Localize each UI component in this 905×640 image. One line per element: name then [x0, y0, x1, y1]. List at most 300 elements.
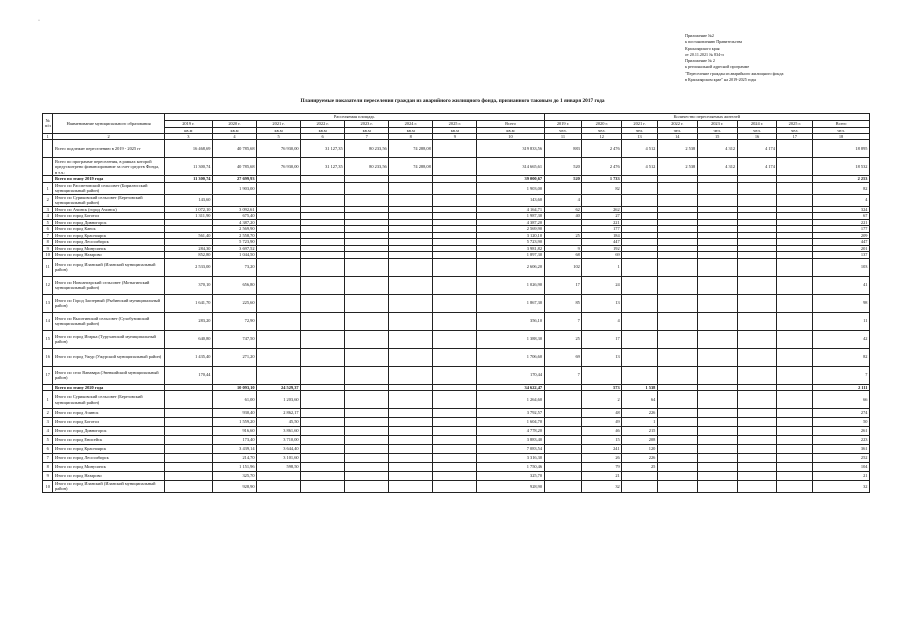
unit-area: кв.м [257, 127, 301, 133]
municipality-name: Итого по город Боготол [53, 213, 164, 220]
people-cell [657, 391, 697, 409]
people-cell [657, 182, 697, 194]
people-cell: 1 [622, 418, 658, 427]
area-cell: 31 127,35 [301, 140, 345, 158]
people-cell [622, 366, 658, 384]
people-cell: 102 [544, 258, 582, 276]
people-cell: 48 [582, 409, 622, 418]
unit-area: кв.м [212, 127, 256, 133]
municipality-name: Итого по Суриковский сельсовет (Березовский муниципальный район) [53, 391, 164, 409]
people-cell: 98 [813, 294, 870, 312]
people-cell: 13 [582, 348, 622, 366]
people-cell: 4 [813, 194, 870, 206]
table-row [43, 463, 870, 472]
area-cell: 1 044,50 [212, 252, 256, 259]
annex-line: Приложение №2 [685, 33, 714, 38]
municipality-name: Итого по город Ачинск [53, 409, 164, 418]
area-cell: 1 151,96 [212, 463, 256, 472]
people-cell: 201 [813, 245, 870, 252]
people-cell [657, 276, 697, 294]
area-cell: 916,60 [212, 427, 256, 436]
people-cell: 46 [582, 427, 622, 436]
area-cell: 4 387,20 [212, 219, 256, 226]
area-cell: 225,60 [212, 294, 256, 312]
area-cell: 73,20 [212, 258, 256, 276]
annex-line: Красноярского края [685, 45, 720, 51]
area-cell [257, 366, 301, 384]
row-number: 10 [43, 481, 53, 493]
column-number: 12 [582, 133, 622, 140]
people-cell: 4 174 [737, 158, 777, 176]
table-row [43, 427, 870, 436]
people-cell [697, 330, 737, 348]
header-year: 2025 г. [777, 121, 813, 128]
area-cell: 930,40 [212, 409, 256, 418]
unit-people: чел. [657, 127, 697, 133]
people-cell: 573 [582, 384, 622, 391]
area-cell [164, 182, 212, 194]
area-cell [433, 463, 477, 472]
header-area-group: Расселяемая площадь [164, 114, 544, 121]
people-cell: 223 [813, 436, 870, 445]
people-cell: 69 [544, 348, 582, 366]
municipality-name: Итого по город Лесосибирск [53, 239, 164, 246]
area-cell: 1 604,70 [477, 418, 544, 427]
table-row [43, 391, 870, 409]
table-row [43, 445, 870, 454]
people-cell [777, 182, 813, 194]
table-body [43, 140, 870, 492]
unit-area: кв.м [389, 127, 433, 133]
area-cell: 4 387,20 [477, 219, 544, 226]
area-cell [301, 276, 345, 294]
people-cell [544, 472, 582, 481]
people-cell [737, 445, 777, 454]
people-cell: 68 [544, 252, 582, 259]
row-number: 2 [43, 409, 53, 418]
area-cell [389, 463, 433, 472]
area-cell: 31 127,35 [301, 158, 345, 176]
area-cell: 143,60 [164, 194, 212, 206]
unit-people: чел. [737, 127, 777, 133]
area-cell [345, 436, 389, 445]
resettlement-table [42, 113, 870, 493]
area-cell: 11 300,74 [164, 158, 212, 176]
area-cell [389, 427, 433, 436]
area-cell [433, 140, 477, 158]
column-number: 13 [622, 133, 658, 140]
unit-area: кв.м [345, 127, 389, 133]
municipality-name: Итого по город Минусинск [53, 245, 164, 252]
area-cell: 3 792,57 [477, 409, 544, 418]
area-cell [164, 418, 212, 427]
area-cell [301, 294, 345, 312]
municipality-name: Итого по город Канск [53, 226, 164, 233]
area-cell [301, 258, 345, 276]
table-row [43, 472, 870, 481]
people-cell: 4 312 [697, 158, 737, 176]
annex-line: к региональной адресной программе [685, 64, 750, 70]
row-number: 8 [43, 463, 53, 472]
people-cell: 7 [813, 366, 870, 384]
area-cell [257, 258, 301, 276]
area-cell: 76 930,00 [257, 158, 301, 176]
people-cell: 82 [813, 348, 870, 366]
area-cell [345, 418, 389, 427]
people-cell [622, 276, 658, 294]
people-cell [737, 330, 777, 348]
area-cell [257, 182, 301, 194]
people-cell [777, 258, 813, 276]
area-cell [301, 454, 345, 463]
municipality-name: Всего подлежит переселению в 2019 - 2025 гг [53, 140, 164, 158]
area-cell [389, 366, 433, 384]
people-cell [777, 409, 813, 418]
area-cell [301, 409, 345, 418]
people-cell [697, 454, 737, 463]
row-number: 2 [43, 194, 53, 206]
area-cell [257, 481, 301, 493]
area-cell [389, 481, 433, 493]
area-cell: 370,10 [164, 276, 212, 294]
people-cell: 4 [582, 312, 622, 330]
column-number: 2 [53, 133, 164, 140]
people-cell [697, 409, 737, 418]
municipality-name: Итого по Новоангарский сельсовет (Мотыгинский муниципальный район) [53, 276, 164, 294]
column-number: 10 [477, 133, 544, 140]
people-cell [697, 436, 737, 445]
people-cell [544, 454, 582, 463]
people-cell: 883 [544, 140, 582, 158]
table-row [43, 276, 870, 294]
people-cell [737, 194, 777, 206]
area-cell: 1 559,20 [212, 418, 256, 427]
column-number: 5 [257, 133, 301, 140]
people-cell: 26 [582, 454, 622, 463]
row-number [43, 140, 53, 158]
people-cell: 221 [582, 219, 622, 226]
area-cell [212, 194, 256, 206]
people-cell [737, 481, 777, 493]
column-number: 8 [389, 133, 433, 140]
people-cell: 215 [622, 427, 658, 436]
table-row [43, 436, 870, 445]
area-cell: 4 164,71 [477, 206, 544, 213]
people-cell [657, 427, 697, 436]
area-cell: 3 710,00 [257, 436, 301, 445]
area-cell: 170,44 [164, 366, 212, 384]
people-cell [777, 330, 813, 348]
people-cell: 4 512 [622, 140, 658, 158]
table-row [43, 348, 870, 366]
area-cell [433, 366, 477, 384]
area-cell [433, 312, 477, 330]
area-cell: 74 288,08 [389, 140, 433, 158]
column-number: 17 [777, 133, 813, 140]
unit-area: кв.м [477, 127, 544, 133]
column-number: 3 [164, 133, 212, 140]
area-cell [389, 436, 433, 445]
area-cell [389, 330, 433, 348]
area-cell: 1 026,90 [477, 276, 544, 294]
municipality-name: Итого по город Иланский (Иланский муниципальный район) [53, 481, 164, 493]
area-cell [389, 258, 433, 276]
row-number [43, 158, 53, 176]
municipality-name: Итого по село Ванавара (Эвенкийский муниципальный район) [53, 366, 164, 384]
people-cell: 27 [582, 213, 622, 220]
header-total: Всего [813, 121, 870, 128]
table-row [43, 312, 870, 330]
area-cell: 3 697,52 [212, 245, 256, 252]
people-cell [544, 463, 582, 472]
table-row [43, 366, 870, 384]
row-number: 11 [43, 258, 53, 276]
column-number: 15 [697, 133, 737, 140]
people-cell [657, 258, 697, 276]
municipality-name: Итого по город Боготол [53, 418, 164, 427]
people-cell: 2 476 [582, 158, 622, 176]
people-cell: 82 [582, 182, 622, 194]
unit-people: чел. [813, 127, 870, 133]
people-cell: 104 [813, 463, 870, 472]
area-cell: 1 750,46 [477, 463, 544, 472]
row-number: 7 [43, 232, 53, 239]
people-cell: 252 [813, 454, 870, 463]
people-cell [777, 445, 813, 454]
area-cell: 3 120,10 [477, 232, 544, 239]
table-row [43, 258, 870, 276]
area-cell: 76 930,00 [257, 140, 301, 158]
area-cell: 2 606,20 [477, 258, 544, 276]
people-cell: 62 [544, 206, 582, 213]
row-number: 4 [43, 213, 53, 220]
area-cell [301, 436, 345, 445]
area-cell: 325,70 [212, 472, 256, 481]
scan-mark: · [38, 18, 40, 24]
people-cell: 2 538 [657, 158, 697, 176]
area-cell: 74 288,08 [389, 158, 433, 176]
people-cell: 21 [813, 472, 870, 481]
area-cell [345, 463, 389, 472]
people-cell: 82 [813, 182, 870, 194]
people-cell: 25 [622, 463, 658, 472]
people-cell [697, 276, 737, 294]
people-cell: 15 [582, 436, 622, 445]
table-row [43, 330, 870, 348]
area-cell [164, 445, 212, 454]
people-cell [737, 348, 777, 366]
header-num: № п/п [43, 114, 53, 134]
area-cell: 319 833,56 [477, 140, 544, 158]
people-cell: 40 [544, 213, 582, 220]
people-cell: 120 [622, 445, 658, 454]
unit-area: кв.м [164, 127, 212, 133]
people-cell [737, 366, 777, 384]
area-cell: 72,90 [212, 312, 256, 330]
area-cell [389, 348, 433, 366]
people-cell: 18 895 [813, 140, 870, 158]
people-cell [657, 409, 697, 418]
row-number: 17 [43, 366, 53, 384]
municipality-name: Итого по город Назарово [53, 252, 164, 259]
people-cell: 32 [813, 481, 870, 493]
area-cell: 356,10 [477, 312, 544, 330]
municipality-name: Всего по этапу 2019 года [53, 176, 164, 183]
area-cell [345, 427, 389, 436]
area-cell [389, 445, 433, 454]
row-number: 15 [43, 330, 53, 348]
area-cell: 2 558,70 [212, 232, 256, 239]
area-cell [433, 418, 477, 427]
area-cell [301, 418, 345, 427]
area-cell [301, 391, 345, 409]
people-cell: 226 [622, 409, 658, 418]
people-cell [657, 481, 697, 493]
header-year: 2021 г. [622, 121, 658, 128]
people-cell: 13 [582, 294, 622, 312]
municipality-name: Всего по этапу 2020 года [53, 384, 164, 391]
area-cell [345, 182, 389, 194]
area-cell: 1 203,60 [257, 391, 301, 409]
table-row [43, 158, 870, 176]
people-cell [697, 182, 737, 194]
table-row [43, 294, 870, 312]
column-number: 11 [544, 133, 582, 140]
people-cell: 21 [582, 472, 622, 481]
people-cell: 324 [813, 206, 870, 213]
people-cell [737, 276, 777, 294]
people-cell: 4 512 [622, 158, 658, 176]
area-cell [301, 445, 345, 454]
people-cell [544, 436, 582, 445]
municipality-name: Итого по Суриковский сельсовет (Березовский муниципальный район) [53, 194, 164, 206]
row-number: 12 [43, 276, 53, 294]
people-cell [657, 194, 697, 206]
document-title: Планируемые показатели переселения граждан из аварийного жилищного фонда, признанного таковым до 1 января 2017 года [300, 98, 605, 104]
area-cell [164, 409, 212, 418]
area-cell [301, 348, 345, 366]
area-cell: 675,40 [212, 213, 256, 220]
area-cell: 1 706,60 [477, 348, 544, 366]
area-cell: 2 533,00 [164, 258, 212, 276]
area-cell [301, 182, 345, 194]
area-cell [345, 330, 389, 348]
annex-line: в Красноярском крае" на 2019-2025 годы [685, 77, 757, 83]
people-cell [777, 348, 813, 366]
column-number: 4 [212, 133, 256, 140]
people-cell [544, 391, 582, 409]
area-cell: 40 785,68 [212, 140, 256, 158]
unit-people: чел. [544, 127, 582, 133]
area-cell [301, 472, 345, 481]
row-number: 5 [43, 436, 53, 445]
area-cell: 2 569,90 [212, 226, 256, 233]
people-cell [544, 418, 582, 427]
people-cell [697, 391, 737, 409]
area-cell [345, 194, 389, 206]
row-number: 16 [43, 348, 53, 366]
area-cell: 598,50 [257, 463, 301, 472]
column-number: 16 [737, 133, 777, 140]
people-cell [657, 348, 697, 366]
area-cell: 11 300,74 [164, 176, 212, 183]
people-cell: 4 174 [737, 140, 777, 158]
annex-block [685, 33, 885, 83]
people-cell [697, 427, 737, 436]
people-cell: 79 [582, 463, 622, 472]
area-cell: 80 233,56 [345, 140, 389, 158]
area-cell: 5 723,90 [477, 239, 544, 246]
people-cell: 361 [813, 445, 870, 454]
area-cell: 325,70 [477, 472, 544, 481]
area-cell: 34 622,47 [477, 384, 544, 391]
area-cell: 39 000,67 [477, 176, 544, 183]
municipality-name: Итого по город Игарка (Туруханский муниципальный район) [53, 330, 164, 348]
people-cell [697, 481, 737, 493]
area-cell [257, 330, 301, 348]
area-cell: 3 316,30 [477, 454, 544, 463]
people-cell [657, 294, 697, 312]
area-cell [389, 472, 433, 481]
area-cell: 7 083,54 [477, 445, 544, 454]
area-cell: 284,30 [164, 245, 212, 252]
area-cell: 143,60 [477, 194, 544, 206]
people-cell [777, 427, 813, 436]
people-cell: 42 [813, 330, 870, 348]
people-cell: 25 [544, 330, 582, 348]
unit-people: чел. [622, 127, 658, 133]
people-cell: 447 [582, 239, 622, 246]
municipality-name: Итого по город Иланский (Иланский муниципальный район) [53, 258, 164, 276]
people-cell: 67 [813, 213, 870, 220]
area-cell [433, 472, 477, 481]
header-year: 2019 г. [164, 121, 212, 128]
area-cell: 1 264,60 [477, 391, 544, 409]
area-cell [389, 276, 433, 294]
row-number: 1 [43, 182, 53, 194]
area-cell [257, 194, 301, 206]
people-cell [622, 194, 658, 206]
municipality-name: Итого по Город Заозерный (Рыбинский муниципальный район) [53, 294, 164, 312]
area-cell: 4 778,20 [477, 427, 544, 436]
area-cell [257, 472, 301, 481]
area-cell [345, 294, 389, 312]
area-cell [345, 454, 389, 463]
table-row [43, 409, 870, 418]
people-cell: 103 [813, 258, 870, 276]
area-cell [301, 330, 345, 348]
row-number: 9 [43, 245, 53, 252]
people-cell: 41 [813, 276, 870, 294]
area-cell: 3 883,40 [477, 436, 544, 445]
people-cell [622, 258, 658, 276]
people-cell [697, 472, 737, 481]
area-cell [433, 194, 477, 206]
area-cell [345, 391, 389, 409]
people-cell [622, 481, 658, 493]
municipality-name: Итого по Рассветовский сельсовет (Бирилюсский муниципальный район) [53, 182, 164, 194]
people-cell [697, 294, 737, 312]
row-number: 6 [43, 445, 53, 454]
area-cell [433, 258, 477, 276]
area-cell [433, 348, 477, 366]
table-row [43, 182, 870, 194]
area-cell [389, 391, 433, 409]
header-year: 2019 г. [544, 121, 582, 128]
people-cell [657, 454, 697, 463]
people-cell: 49 [582, 418, 622, 427]
header-year: 2020 г. [212, 121, 256, 128]
